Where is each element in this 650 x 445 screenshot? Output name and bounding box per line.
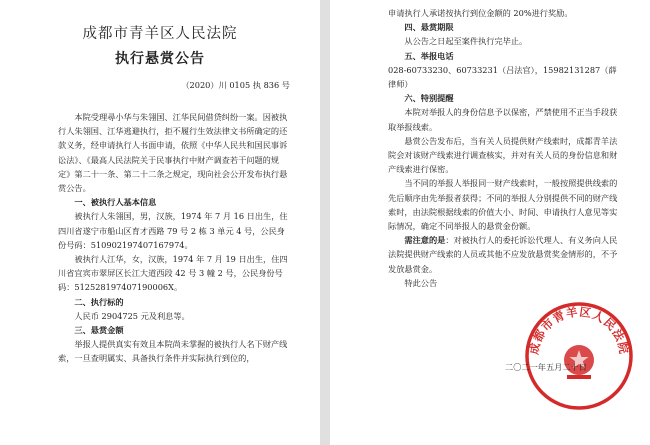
seal-text: 成都市青羊区人民法院 bbox=[526, 304, 632, 356]
court-seal bbox=[523, 300, 635, 412]
issue-date: 二〇二一年五月二十日 bbox=[505, 362, 587, 372]
left-page bbox=[0, 0, 320, 445]
section-3-heading: 三、悬赏金额 bbox=[74, 325, 124, 336]
reminder-3: 当不同的举报人举报同一财产线索时，一般按照提供线索的先后顺序由先举报者获得；不同的举报人分别提供不同的财产线索时，由法院根据线索的价值大小、时间、申请执行人意见等实际情况，确定不同举报人的悬赏金份额。 bbox=[388, 178, 618, 232]
case-number: （2020）川 0105 执 836 号 bbox=[181, 80, 290, 90]
notice-title: 执行悬赏公告 bbox=[115, 51, 205, 67]
section-2-heading: 二、执行标的 bbox=[74, 296, 124, 307]
note-paragraph bbox=[388, 233, 618, 276]
right-body bbox=[388, 6, 618, 290]
section-6-heading: 六、特别提醒 bbox=[404, 93, 454, 104]
section-4-heading: 四、悬赏期限 bbox=[404, 22, 454, 33]
reward-continuation: 申请执行人承诺按执行到位金额的 20%进行奖励。 bbox=[388, 8, 573, 18]
debtor-1-info: 被执行人朱翎国，男，汉族，1974 年 7 月 16 日出生，住四川省遂宁市船山区育才西路 79 号 2 栋 3 单元 4 号，公民身份号码：510902197407167974。 bbox=[58, 211, 288, 250]
section-1-heading: 一、被执行人基本信息 bbox=[74, 197, 157, 208]
debtor-2-info: 被执行人江华，女，汉族，1974 年 7 月 19 日出生，住四川省宜宾市翠屏区长江大道西段 42 号 3 幢 2 号，公民身份号码：512528197407190006X。 bbox=[58, 254, 288, 293]
left-body bbox=[58, 110, 288, 366]
right-page bbox=[330, 0, 650, 445]
court-name-heading: 成都市青羊区人民法院 bbox=[82, 26, 238, 42]
note-title: 需注意的是 bbox=[404, 235, 446, 246]
execution-amount: 人民币 2904725 元及利息等。 bbox=[74, 310, 190, 321]
reminder-1: 本院对举报人的身份信息予以保密，严禁使用不正当手段获取举报线索。 bbox=[388, 107, 618, 132]
page-gap bbox=[320, 0, 330, 445]
reminder-2: 悬赏公告发布后，当有关人员提供财产线索时，成都青羊法院会对该财产线索进行调查核实，并对有关人员的身份信息和财产线索进行保密。 bbox=[388, 135, 618, 175]
section-5-heading: 五、举报电话 bbox=[404, 50, 454, 61]
reward-paragraph: 举报人提供真实有效且本院尚未掌握的被执行人名下财产线索，一旦查明属实、具备执行条件并实际执行到位的， bbox=[58, 339, 288, 364]
reward-period: 从公告之日起至案件执行完毕止。 bbox=[404, 36, 528, 47]
report-phone: 028-60733230、60733231（吕法官），15982131287（薛律师） bbox=[388, 64, 617, 90]
intro-paragraph: 本院受理尋小华与朱翎国、江华民间借贷纠纷一案。因被执行人朱翎国、江华逃避执行，拒不履行生效法律文书所确定的还款义务，经申请执行人书面申请，依照《中华人民共和国民事诉讼法》、《最高人民法院关于民事执行中财产调查若干问题的规定》第二十一条、第二十二条之规定，现向社会公开发布执行悬赏公告。 bbox=[58, 112, 288, 194]
note-text: ：对被执行人的委托诉讼代理人、有义务向人民法院提供财产线索的人员或其他不应发放悬赏奖金情形的，不予发放悬赏金。 bbox=[388, 235, 618, 274]
closing-text: 特此公告 bbox=[404, 277, 438, 288]
